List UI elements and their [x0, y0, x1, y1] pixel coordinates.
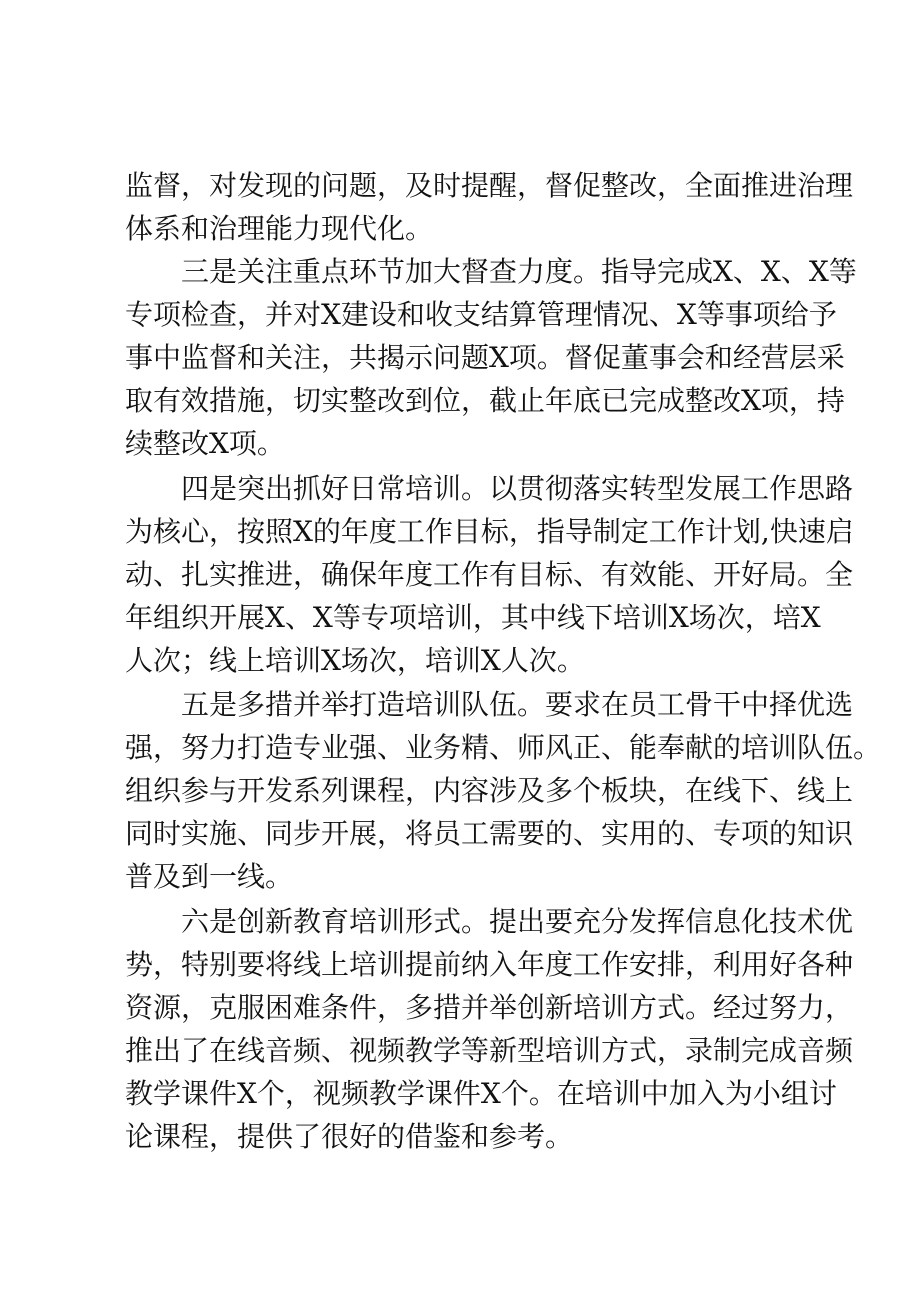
paragraph-5-line-1: 六是创新教育培训形式。提出要充分发挥信息化技术优 — [181, 905, 854, 938]
paragraph-3-line-4: 年组织开展X、X等专项培训，其中线下培训X场次，培X — [125, 601, 821, 634]
paragraph-4-line-3: 组织参与开发系列课程，内容涉及多个板块，在线下、线上 — [125, 774, 854, 807]
paragraph-3-line-1: 四是突出抓好日常培训。以贯彻落实转型发展工作思路 — [181, 472, 854, 505]
paragraph-5-line-2: 势，特别要将线上培训提前纳入年度工作安排，利用好各种 — [125, 948, 854, 981]
paragraph-2-line-3: 事中监督和关注，共揭示问题X项。督促董事会和经营层采 — [125, 341, 845, 374]
paragraph-1-line-2: 体系和治理能力现代化。 — [125, 212, 434, 245]
paragraph-1-line-1: 监督，对发现的问题，及时提醒，督促整改，全面推进治理 — [125, 169, 854, 202]
paragraph-3-line-5: 人次；线上培训X场次，培训X人次。 — [125, 644, 585, 677]
paragraph-4-line-4: 同时实施、同步开展，将员工需要的、实用的、专项的知识 — [125, 817, 854, 850]
paragraph-3-line-2: 为核心，按照X的年度工作目标，指导制定工作计划,快速启 — [125, 515, 854, 548]
paragraph-5-line-6: 论课程，提供了很好的借鉴和参考。 — [125, 1120, 574, 1153]
paragraph-4-line-2: 强，努力打造专业强、业务精、师风正、能奉献的培训队伍。 — [125, 731, 882, 764]
paragraph-5-line-5: 教学课件X个，视频教学课件X个。在培训中加入为小组讨 — [125, 1077, 837, 1110]
paragraph-3-line-3: 动、扎实推进，确保年度工作有目标、有效能、开好局。全 — [125, 558, 854, 591]
paragraph-2-line-2: 专项检查，并对X建设和收支结算管理情况、X等事项给予 — [125, 298, 837, 331]
paragraph-5-line-3: 资源，克服困难条件，多措并举创新培训方式。经过努力， — [125, 991, 854, 1024]
paragraph-2-line-4: 取有效措施，切实整改到位，截止年底已完成整改X项，持 — [125, 384, 845, 417]
paragraph-2-line-1: 三是关注重点环节加大督查力度。指导完成X、X、X等 — [181, 255, 857, 288]
paragraph-4-line-1: 五是多措并举打造培训队伍。要求在员工骨干中择优选 — [181, 688, 854, 721]
paragraph-4-line-5: 普及到一线。 — [125, 860, 294, 893]
paragraph-2-line-5: 续整改X项。 — [125, 427, 285, 460]
paragraph-5-line-4: 推出了在线音频、视频教学等新型培训方式，录制完成音频 — [125, 1034, 854, 1067]
